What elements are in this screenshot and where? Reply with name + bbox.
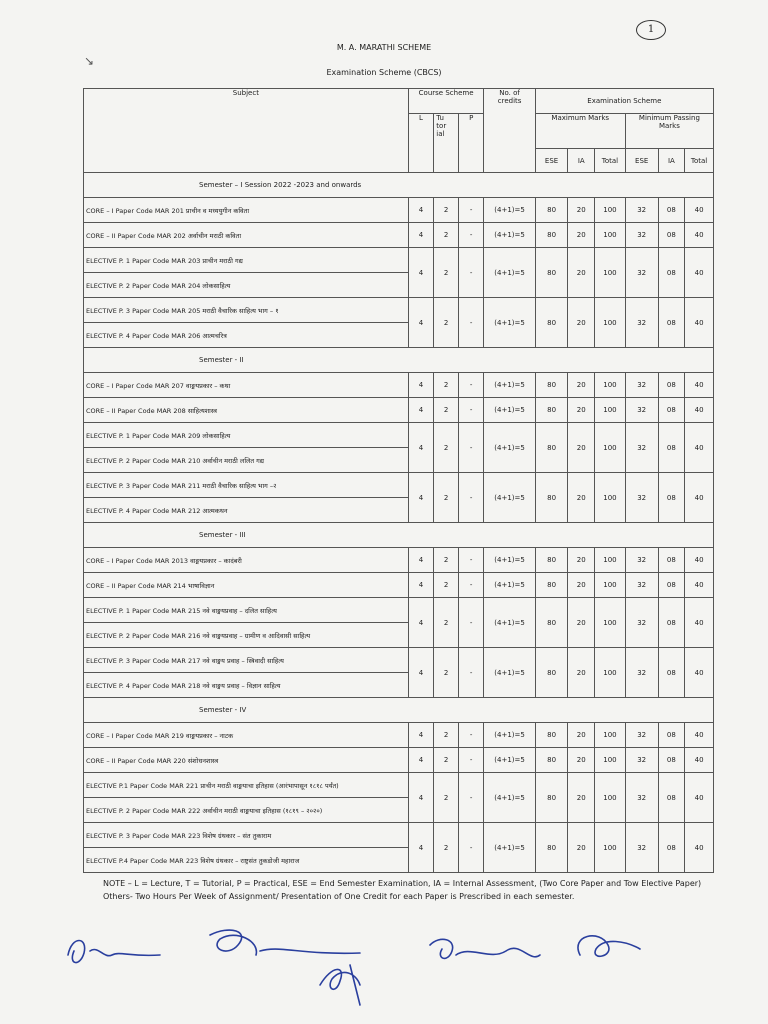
cell-max-ia: 20 xyxy=(568,223,595,248)
table-row xyxy=(84,473,714,498)
cell-min-total: 40 xyxy=(685,373,714,398)
header-min-ia: IA xyxy=(658,149,685,173)
table-row xyxy=(84,648,714,673)
subject-cell: ELECTIVE P. 4 Paper Code MAR 218 नवे वाङ्मय प्रवाह – विज्ञान साहित्य xyxy=(84,673,409,698)
cell-L: 4 xyxy=(408,598,434,648)
header-subject: Subject xyxy=(84,89,409,173)
table-row xyxy=(84,573,714,598)
cell-max-total: 100 xyxy=(595,573,626,598)
cell-T: 2 xyxy=(434,373,459,398)
semester-header xyxy=(84,523,714,548)
cell-min-ia: 08 xyxy=(658,573,685,598)
cell-min-total: 40 xyxy=(685,773,714,823)
cell-credits: (4+1)=5 xyxy=(484,648,535,698)
cell-max-total: 100 xyxy=(595,248,626,298)
cell-min-total: 40 xyxy=(685,648,714,698)
subject-cell: ELECTIVE P. 1 Paper Code MAR 215 नवे वाङ्मयप्रवाह – दलित साहित्य xyxy=(84,598,409,623)
subject-cell: ELECTIVE P. 2 Paper Code MAR 210 अर्वाचीन मराठी ललित गद्य xyxy=(84,448,409,473)
cell-T: 2 xyxy=(434,248,459,298)
subject-cell: CORE – II Paper Code MAR 220 संशोधनशास्त्र xyxy=(84,748,409,773)
cell-max-ese: 80 xyxy=(535,473,568,523)
page-title: M. A. MARATHI SCHEME xyxy=(336,43,432,52)
footnote: NOTE – L = Lecture, T = Tutorial, P = Practical, ESE = End Semester Examination, IA = Internal Assessment, (Two Core Paper and Tow Elective Paper) Others- Two Hours Per Week of Assignment/ Presentation of One Credit for each Paper is Prescribed in each semester. xyxy=(103,879,702,901)
cell-max-ia: 20 xyxy=(568,198,595,223)
cell-min-ia: 08 xyxy=(658,723,685,748)
cell-P: - xyxy=(458,423,484,473)
cell-T: 2 xyxy=(434,298,459,348)
cell-max-total: 100 xyxy=(595,223,626,248)
table-row xyxy=(84,823,714,848)
cell-max-ia: 20 xyxy=(568,773,595,823)
cell-max-total: 100 xyxy=(595,373,626,398)
cell-max-ese: 80 xyxy=(535,723,568,748)
cell-P: - xyxy=(458,398,484,423)
cell-max-ese: 80 xyxy=(535,398,568,423)
cell-max-ese: 80 xyxy=(535,198,568,223)
cell-max-ese: 80 xyxy=(535,298,568,348)
cell-max-ia: 20 xyxy=(568,548,595,573)
cell-L: 4 xyxy=(408,223,434,248)
cell-min-ia: 08 xyxy=(658,548,685,573)
cell-min-total: 40 xyxy=(685,298,714,348)
cell-max-ese: 80 xyxy=(535,548,568,573)
cell-max-total: 100 xyxy=(595,748,626,773)
cell-max-total: 100 xyxy=(595,648,626,698)
cell-T: 2 xyxy=(434,423,459,473)
cell-P: - xyxy=(458,298,484,348)
cell-P: - xyxy=(458,198,484,223)
cell-min-ese: 32 xyxy=(625,248,658,298)
subject-cell: CORE – I Paper Code MAR 2013 वाङ्मयप्रकार – कादंबरी xyxy=(84,548,409,573)
cell-credits: (4+1)=5 xyxy=(484,198,535,223)
semester-header xyxy=(84,173,714,198)
cell-T: 2 xyxy=(434,598,459,648)
cell-credits: (4+1)=5 xyxy=(484,598,535,648)
cell-min-ese: 32 xyxy=(625,373,658,398)
table-row xyxy=(84,298,714,323)
cell-credits: (4+1)=5 xyxy=(484,573,535,598)
page-subtitle: Examination Scheme (CBCS) xyxy=(326,68,442,77)
table-row xyxy=(84,548,714,573)
cell-min-ese: 32 xyxy=(625,223,658,248)
cell-P: - xyxy=(458,823,484,873)
cell-min-ia: 08 xyxy=(658,373,685,398)
cell-T: 2 xyxy=(434,398,459,423)
cell-L: 4 xyxy=(408,373,434,398)
cell-min-ia: 08 xyxy=(658,423,685,473)
header-max-ia: IA xyxy=(568,149,595,173)
cell-min-ia: 08 xyxy=(658,248,685,298)
subject-cell: CORE – I Paper Code MAR 219 वाङ्मयप्रकार – नाटक xyxy=(84,723,409,748)
margin-mark: ↘ xyxy=(84,54,95,68)
cell-min-total: 40 xyxy=(685,748,714,773)
header-tutorial: Tu tor ial xyxy=(434,114,459,173)
subject-cell: ELECTIVE P. 3 Paper Code MAR 205 मराठी वैचारिक साहित्य भाग – १ xyxy=(84,298,409,323)
subject-cell: CORE – II Paper Code MAR 214 भाषाविज्ञान xyxy=(84,573,409,598)
cell-L: 4 xyxy=(408,198,434,223)
cell-L: 4 xyxy=(408,548,434,573)
subject-cell: CORE – I Paper Code MAR 201 प्राचीन व मध्ययुगीन कविता xyxy=(84,198,409,223)
header-credits: No. of credits xyxy=(484,89,535,173)
cell-min-total: 40 xyxy=(685,573,714,598)
cell-P: - xyxy=(458,373,484,398)
cell-P: - xyxy=(458,723,484,748)
cell-min-total: 40 xyxy=(685,223,714,248)
cell-max-ia: 20 xyxy=(568,748,595,773)
header-exam-scheme: Examination Scheme xyxy=(535,89,713,114)
cell-max-total: 100 xyxy=(595,723,626,748)
cell-min-total: 40 xyxy=(685,598,714,648)
cell-P: - xyxy=(458,573,484,598)
cell-max-total: 100 xyxy=(595,473,626,523)
cell-min-ia: 08 xyxy=(658,823,685,873)
cell-credits: (4+1)=5 xyxy=(484,548,535,573)
cell-L: 4 xyxy=(408,823,434,873)
subject-cell: ELECTIVE P. 3 Paper Code MAR 211 मराठी वैचारिक साहित्य भाग –२ xyxy=(84,473,409,498)
cell-min-total: 40 xyxy=(685,423,714,473)
cell-credits: (4+1)=5 xyxy=(484,473,535,523)
cell-max-total: 100 xyxy=(595,198,626,223)
cell-L: 4 xyxy=(408,473,434,523)
cell-max-ese: 80 xyxy=(535,823,568,873)
subject-cell: ELECTIVE P. 1 Paper Code MAR 203 प्राचीन मराठी गद्य xyxy=(84,248,409,273)
table-row xyxy=(84,723,714,748)
cell-max-ese: 80 xyxy=(535,648,568,698)
cell-max-ese: 80 xyxy=(535,598,568,648)
cell-max-ese: 80 xyxy=(535,423,568,473)
cell-credits: (4+1)=5 xyxy=(484,373,535,398)
cell-T: 2 xyxy=(434,773,459,823)
cell-min-ese: 32 xyxy=(625,423,658,473)
cell-max-ese: 80 xyxy=(535,773,568,823)
cell-P: - xyxy=(458,648,484,698)
subject-cell: CORE – II Paper Code MAR 208 साहित्यशास्त्र xyxy=(84,398,409,423)
cell-T: 2 xyxy=(434,548,459,573)
cell-credits: (4+1)=5 xyxy=(484,723,535,748)
cell-min-ia: 08 xyxy=(658,748,685,773)
cell-min-ia: 08 xyxy=(658,773,685,823)
cell-max-total: 100 xyxy=(595,823,626,873)
cell-T: 2 xyxy=(434,198,459,223)
cell-max-ia: 20 xyxy=(568,423,595,473)
header-max-total: Total xyxy=(595,149,626,173)
table-row xyxy=(84,773,714,798)
cell-max-ese: 80 xyxy=(535,248,568,298)
cell-L: 4 xyxy=(408,773,434,823)
cell-P: - xyxy=(458,548,484,573)
cell-max-total: 100 xyxy=(595,298,626,348)
cell-credits: (4+1)=5 xyxy=(484,223,535,248)
cell-min-ese: 32 xyxy=(625,648,658,698)
subject-cell: ELECTIVE P. 1 Paper Code MAR 209 लोकसाहित्य xyxy=(84,423,409,448)
cell-max-ia: 20 xyxy=(568,298,595,348)
cell-L: 4 xyxy=(408,723,434,748)
cell-max-total: 100 xyxy=(595,423,626,473)
cell-L: 4 xyxy=(408,423,434,473)
page-number-circle: 1 xyxy=(636,20,666,40)
header-min-total: Total xyxy=(685,149,714,173)
cell-max-ese: 80 xyxy=(535,573,568,598)
cell-min-total: 40 xyxy=(685,198,714,223)
cell-P: - xyxy=(458,473,484,523)
semester-header xyxy=(84,348,714,373)
cell-T: 2 xyxy=(434,823,459,873)
table-row xyxy=(84,248,714,273)
cell-P: - xyxy=(458,223,484,248)
cell-L: 4 xyxy=(408,298,434,348)
header-course-scheme: Course Scheme xyxy=(408,89,484,114)
cell-min-ese: 32 xyxy=(625,748,658,773)
cell-max-total: 100 xyxy=(595,398,626,423)
semester-label: Semester - IV xyxy=(84,698,714,723)
cell-credits: (4+1)=5 xyxy=(484,748,535,773)
cell-max-total: 100 xyxy=(595,773,626,823)
cell-max-ia: 20 xyxy=(568,398,595,423)
cell-max-ia: 20 xyxy=(568,248,595,298)
semester-label: Semester – I Session 2022 -2023 and onwards xyxy=(84,173,714,198)
header-max-ese: ESE xyxy=(535,149,568,173)
header-p: P xyxy=(458,114,484,173)
cell-credits: (4+1)=5 xyxy=(484,398,535,423)
cell-credits: (4+1)=5 xyxy=(484,823,535,873)
signature-1 xyxy=(68,941,160,963)
header-l: L xyxy=(408,114,434,173)
cell-max-ia: 20 xyxy=(568,373,595,398)
cell-L: 4 xyxy=(408,248,434,298)
cell-max-ia: 20 xyxy=(568,598,595,648)
subject-cell: ELECTIVE P.1 Paper Code MAR 221 प्राचीन मराठी वाङ्मयाचा इतिहास (आरंभापासून १८१८ पर्यंत) xyxy=(84,773,409,798)
cell-P: - xyxy=(458,773,484,823)
cell-min-ia: 08 xyxy=(658,473,685,523)
cell-min-ese: 32 xyxy=(625,598,658,648)
cell-min-ese: 32 xyxy=(625,473,658,523)
cell-min-total: 40 xyxy=(685,723,714,748)
table-row xyxy=(84,598,714,623)
semester-label: Semester - II xyxy=(84,348,714,373)
scheme-table xyxy=(83,88,714,873)
subject-cell: ELECTIVE P. 4 Paper Code MAR 212 आत्मकथन xyxy=(84,498,409,523)
cell-L: 4 xyxy=(408,398,434,423)
cell-min-ese: 32 xyxy=(625,823,658,873)
header-max-marks: Maximum Marks xyxy=(535,114,625,149)
subject-cell: CORE – I Paper Code MAR 207 वाङ्मयप्रकार – कथा xyxy=(84,373,409,398)
cell-T: 2 xyxy=(434,648,459,698)
cell-min-ese: 32 xyxy=(625,398,658,423)
cell-max-ia: 20 xyxy=(568,648,595,698)
cell-max-ese: 80 xyxy=(535,748,568,773)
cell-min-total: 40 xyxy=(685,473,714,523)
cell-P: - xyxy=(458,748,484,773)
signature-2 xyxy=(210,930,360,955)
cell-T: 2 xyxy=(434,748,459,773)
cell-min-ese: 32 xyxy=(625,723,658,748)
signature-4 xyxy=(430,939,540,958)
cell-min-ia: 08 xyxy=(658,398,685,423)
header-min-marks: Minimum Passing Marks xyxy=(625,114,713,149)
cell-credits: (4+1)=5 xyxy=(484,423,535,473)
cell-min-total: 40 xyxy=(685,548,714,573)
subject-cell: ELECTIVE P. 3 Paper Code MAR 217 नवे वाङ्मय प्रवाह – स्त्रिवादी साहित्य xyxy=(84,648,409,673)
cell-max-ia: 20 xyxy=(568,473,595,523)
cell-min-ia: 08 xyxy=(658,223,685,248)
signatures xyxy=(60,915,740,1015)
table-row xyxy=(84,198,714,223)
cell-T: 2 xyxy=(434,723,459,748)
cell-max-total: 100 xyxy=(595,548,626,573)
header-min-ese: ESE xyxy=(625,149,658,173)
cell-min-ia: 08 xyxy=(658,298,685,348)
cell-min-total: 40 xyxy=(685,823,714,873)
cell-credits: (4+1)=5 xyxy=(484,298,535,348)
subject-cell: ELECTIVE P. 2 Paper Code MAR 216 नवे वाङ्मयप्रवाह – ग्रामीण व आदिवासी साहित्य xyxy=(84,623,409,648)
cell-L: 4 xyxy=(408,573,434,598)
cell-min-ia: 08 xyxy=(658,198,685,223)
cell-min-total: 40 xyxy=(685,398,714,423)
subject-cell: ELECTIVE P.4 Paper Code MAR 223 विशेष ग्रंथकार – राष्ट्रसंत तुकडोजी महाराज xyxy=(84,848,409,873)
semester-header xyxy=(84,698,714,723)
table-row xyxy=(84,373,714,398)
signature-3 xyxy=(320,965,360,1005)
cell-T: 2 xyxy=(434,473,459,523)
cell-min-ese: 32 xyxy=(625,573,658,598)
cell-min-ia: 08 xyxy=(658,598,685,648)
cell-max-total: 100 xyxy=(595,598,626,648)
cell-max-ia: 20 xyxy=(568,823,595,873)
table-row xyxy=(84,423,714,448)
cell-max-ia: 20 xyxy=(568,723,595,748)
subject-cell: CORE – II Paper Code MAR 202 अर्वाचीन मराठी कविता xyxy=(84,223,409,248)
cell-min-ese: 32 xyxy=(625,298,658,348)
subject-cell: ELECTIVE P. 3 Paper Code MAR 223 विशेष ग्रंथकार – संत तुकाराम xyxy=(84,823,409,848)
cell-max-ia: 20 xyxy=(568,573,595,598)
cell-credits: (4+1)=5 xyxy=(484,248,535,298)
cell-min-ia: 08 xyxy=(658,648,685,698)
cell-L: 4 xyxy=(408,748,434,773)
cell-min-ese: 32 xyxy=(625,548,658,573)
subject-cell: ELECTIVE P. 2 Paper Code MAR 222 अर्वाचीन मराठी वाङ्मयाचा इतिहास (१८१९ – २०२०) xyxy=(84,798,409,823)
subject-cell: ELECTIVE P. 4 Paper Code MAR 206 आत्मचरित्र xyxy=(84,323,409,348)
cell-L: 4 xyxy=(408,648,434,698)
cell-min-total: 40 xyxy=(685,248,714,298)
cell-T: 2 xyxy=(434,223,459,248)
cell-min-ese: 32 xyxy=(625,773,658,823)
table-row xyxy=(84,748,714,773)
table-row xyxy=(84,398,714,423)
cell-P: - xyxy=(458,598,484,648)
subject-cell: ELECTIVE P. 2 Paper Code MAR 204 लोकसाहित्य xyxy=(84,273,409,298)
cell-credits: (4+1)=5 xyxy=(484,773,535,823)
signature-5 xyxy=(578,936,640,956)
table-row xyxy=(84,223,714,248)
cell-max-ese: 80 xyxy=(535,373,568,398)
semester-label: Semester - III xyxy=(84,523,714,548)
cell-P: - xyxy=(458,248,484,298)
cell-T: 2 xyxy=(434,573,459,598)
cell-min-ese: 32 xyxy=(625,198,658,223)
cell-max-ese: 80 xyxy=(535,223,568,248)
